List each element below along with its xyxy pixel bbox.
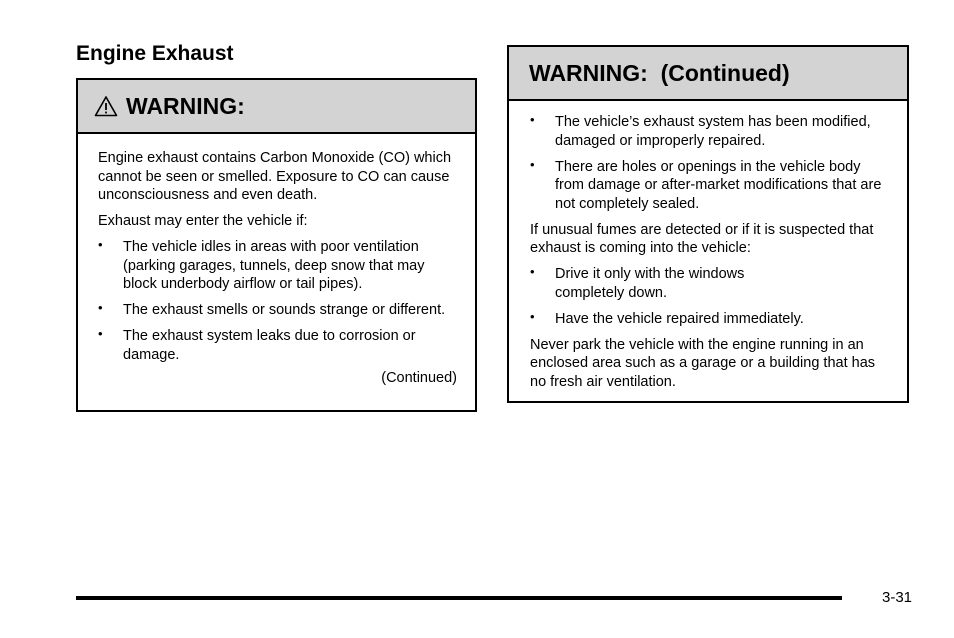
warning-middle-text: If unusual fumes are detected or if it is suspected that exhaust is coming into the vehicle: bbox=[530, 221, 874, 256]
warning-closing-text: Never park the vehicle with the engine running in an enclosed area such as a garage or a building that has no fresh air ventilation. bbox=[530, 336, 876, 390]
list-item bbox=[530, 158, 883, 214]
warning-box-left bbox=[76, 78, 477, 412]
list-item-text: The vehicle idles in areas with poor ventilation (parking garages, tunnels, deep snow that may block underbody airflow or tail pipes). bbox=[123, 239, 425, 292]
bullet-icon: • bbox=[98, 300, 103, 315]
list-item-text: There are holes or openings in the vehicle body from damage or after-market modifications that are not completely sealed. bbox=[555, 158, 882, 212]
warning-header-right bbox=[509, 47, 907, 101]
list-item-text: The exhaust smells or sounds strange or different. bbox=[123, 302, 446, 318]
list-item-text: Have the vehicle repaired immediately. bbox=[555, 310, 804, 327]
bullet-icon: • bbox=[530, 112, 535, 127]
bullet-icon: • bbox=[530, 156, 535, 172]
warning-box-right bbox=[507, 45, 909, 403]
section-title: Engine Exhaust bbox=[76, 42, 234, 65]
list-item bbox=[530, 113, 883, 150]
list-item bbox=[530, 265, 883, 302]
list-item bbox=[98, 301, 457, 320]
warning-body-right bbox=[509, 101, 907, 391]
warning-list-right-b bbox=[530, 265, 883, 328]
bullet-icon: • bbox=[530, 264, 535, 279]
continued-label: (Continued) bbox=[381, 369, 457, 386]
warning-title: WARNING: bbox=[126, 92, 245, 119]
page-number: 3-31 bbox=[882, 589, 913, 606]
warning-triangle-icon bbox=[94, 95, 118, 117]
warning-list-left bbox=[98, 238, 457, 364]
list-item bbox=[98, 327, 457, 364]
footer-rule bbox=[76, 596, 842, 600]
warning-continued-title: WARNING: (Continued) bbox=[529, 59, 790, 86]
list-item bbox=[530, 310, 883, 329]
bullet-icon: • bbox=[98, 237, 103, 252]
bullet-icon: • bbox=[530, 308, 535, 324]
warning-lead: Exhaust may enter the vehicle if: bbox=[98, 213, 308, 229]
list-item-text: Drive it only with the windows completely down. bbox=[555, 266, 745, 301]
warning-list-right-a bbox=[530, 113, 883, 213]
warning-body-left bbox=[78, 134, 475, 387]
warning-header-left bbox=[78, 80, 475, 134]
bullet-icon: • bbox=[98, 326, 103, 341]
list-item-text: The exhaust system leaks due to corrosion or damage. bbox=[123, 328, 416, 363]
warning-intro: Engine exhaust contains Carbon Monoxide (CO) which cannot be seen or smelled. Exposure to CO can cause unconsciousness and even death. bbox=[98, 150, 452, 203]
list-item-text: The vehicle’s exhaust system has been modified, damaged or improperly repaired. bbox=[555, 114, 871, 149]
list-item bbox=[98, 238, 457, 294]
